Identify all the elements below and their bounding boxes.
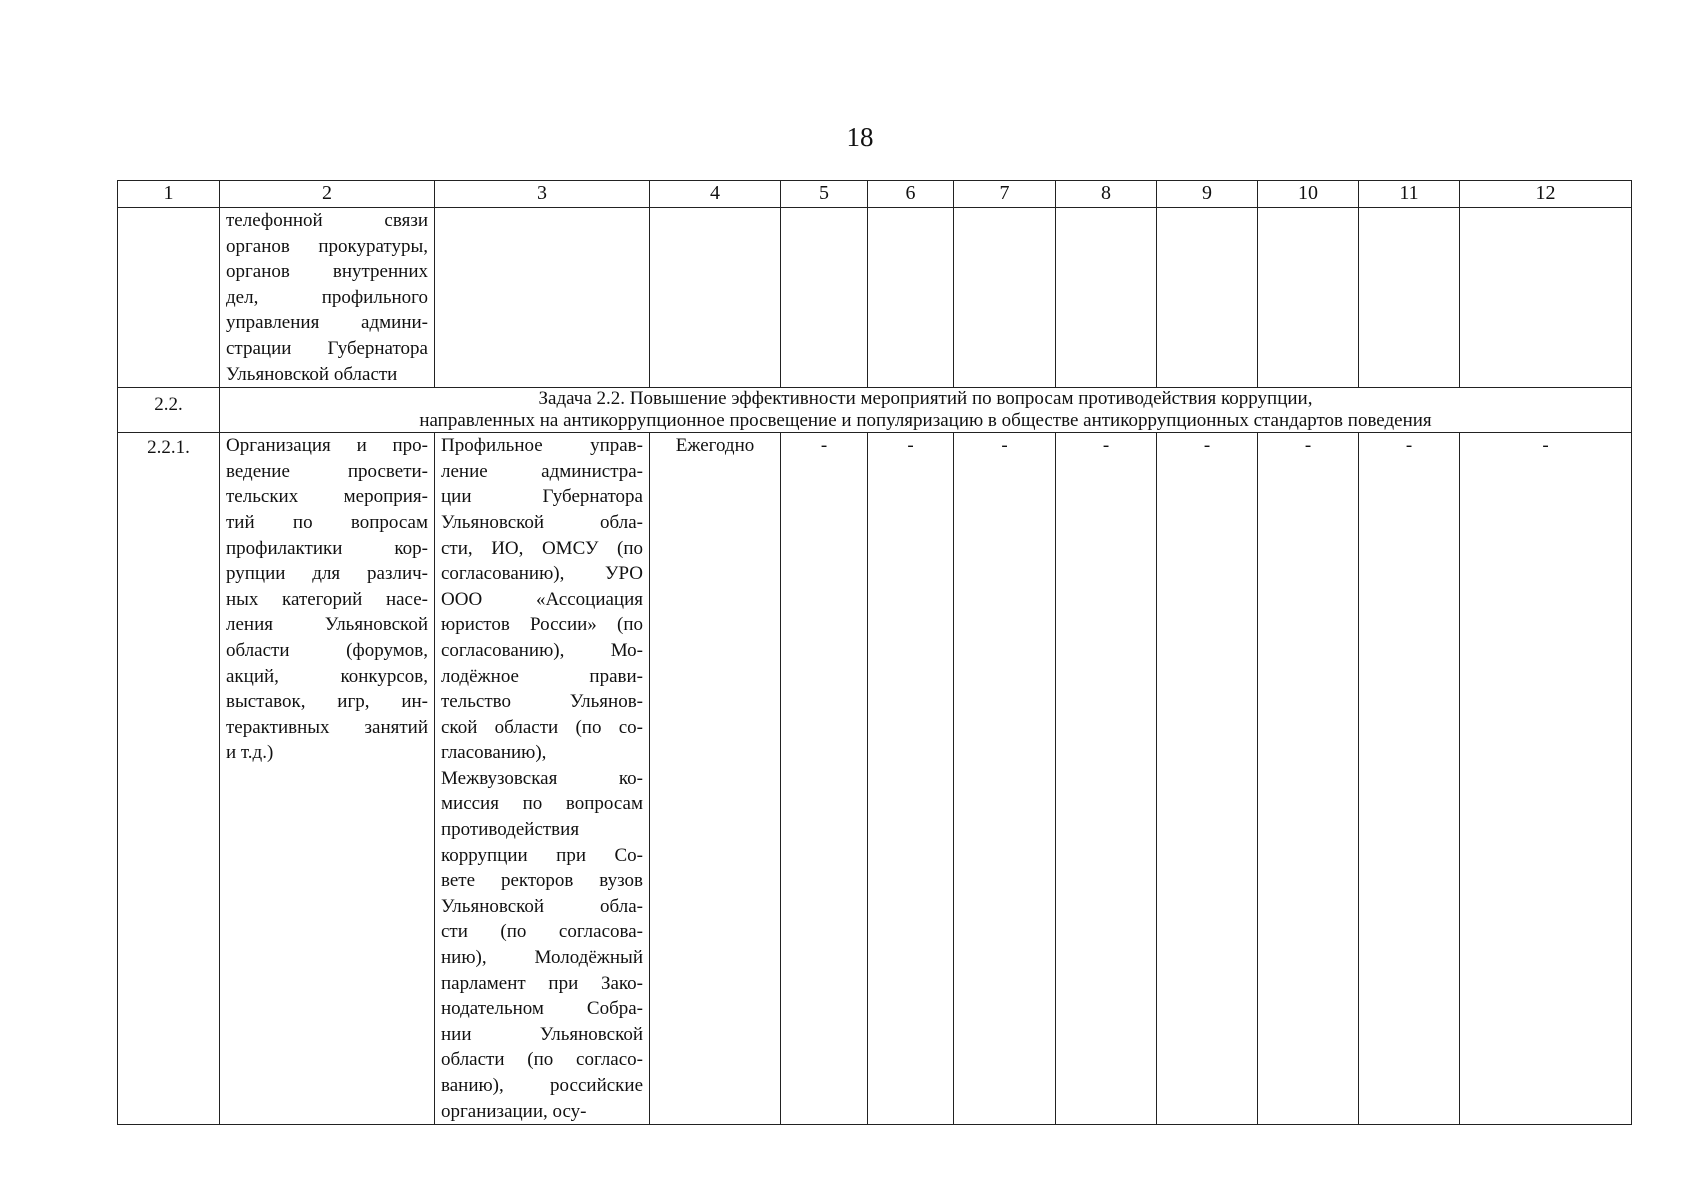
table-cell xyxy=(781,208,868,388)
column-header: 4 xyxy=(650,181,781,208)
column-header: 12 xyxy=(1460,181,1632,208)
text-line: согласованию), Мо- xyxy=(441,639,643,661)
event-name xyxy=(220,433,435,1125)
text-line: Ульяновской обла- xyxy=(441,511,643,533)
text-line: органов прокуратуры, xyxy=(226,235,428,257)
table-cell xyxy=(868,208,954,388)
text-line: Профильное управ- xyxy=(441,435,643,457)
column-header: 10 xyxy=(1258,181,1359,208)
continuation-row xyxy=(118,208,1632,388)
text-line: юристов России» (по xyxy=(441,614,643,636)
text-line: сти (по согласова- xyxy=(441,921,643,943)
text-line: ных категорий насе- xyxy=(226,588,428,610)
event-number: 2.2.1. xyxy=(118,433,220,1125)
table-cell xyxy=(1359,208,1460,388)
text-line: акций, конкурсов, xyxy=(226,665,428,687)
text-line: управления админи- xyxy=(226,312,428,334)
text-line: ванию), российские xyxy=(441,1075,643,1096)
table-cell xyxy=(650,208,781,388)
text-line: Организация и про- xyxy=(226,435,428,457)
page-number: 18 xyxy=(846,122,874,152)
text-line: согласованию), УРО xyxy=(441,563,643,585)
column-header: 6 xyxy=(868,181,954,208)
text-line: тельство Ульянов- xyxy=(441,691,643,713)
text-line: гласованию), xyxy=(441,742,547,764)
text-line: направленных на антикоррупционное просвещение и популяризацию в обществе антикоррупционных стандартов поведения xyxy=(419,410,1432,432)
text-line: ление администра- xyxy=(441,460,643,482)
value-cell: - xyxy=(781,433,868,1125)
text-line: ООО «Ассоциация xyxy=(441,588,643,610)
value-cell: - xyxy=(1460,433,1632,1125)
task-row xyxy=(118,388,1632,433)
text-line: выставок, игр, ин- xyxy=(226,691,428,713)
column-header: 2 xyxy=(220,181,435,208)
text-line: миссия по вопросам xyxy=(441,793,643,815)
text-line: терактивных занятий xyxy=(226,716,428,738)
text-line: ведение просвети- xyxy=(226,460,428,482)
column-header: 1 xyxy=(118,181,220,208)
text-line: области (форумов, xyxy=(226,639,428,661)
value-cell: - xyxy=(868,433,954,1125)
text-line: коррупции при Со- xyxy=(441,844,643,866)
text-line: Ульяновской обла- xyxy=(441,895,643,917)
text-line: дел, профильного xyxy=(226,286,428,308)
text-line: тий по вопросам xyxy=(226,511,428,533)
text-line: органов внутренних xyxy=(226,261,428,283)
column-header: 11 xyxy=(1359,181,1460,208)
text-line: ления Ульяновской xyxy=(226,614,428,636)
text-line: области (по согласо- xyxy=(441,1049,643,1071)
text-line: ции Губернатора xyxy=(441,486,643,508)
text-line: тельских мероприя- xyxy=(226,486,428,508)
column-number-row xyxy=(118,181,1632,208)
text-line: нии Ульяновской xyxy=(441,1023,643,1045)
table-cell xyxy=(1157,208,1258,388)
value-cell: - xyxy=(1359,433,1460,1125)
text-line: нодательном Собра- xyxy=(441,998,643,1020)
table-cell xyxy=(1460,208,1632,388)
plan-table xyxy=(117,180,1632,1125)
text-line: сти, ИО, ОМСУ (по xyxy=(441,537,643,559)
text-line: рупции для различ- xyxy=(226,563,428,585)
table-cell xyxy=(1056,208,1157,388)
text-line: парламент при Зако- xyxy=(441,972,643,994)
text-line: ской области (по со- xyxy=(441,716,643,738)
table-cell xyxy=(435,208,650,388)
continued-event-name xyxy=(220,208,435,388)
table-cell xyxy=(954,208,1056,388)
text-line: страции Губернатора xyxy=(226,337,428,359)
text-line: Задача 2.2. Повышение эффективности мероприятий по вопросам противодействия коррупции, xyxy=(538,388,1313,410)
table-cell xyxy=(1258,208,1359,388)
text-line: Ульяновской области xyxy=(226,363,398,385)
column-header: 8 xyxy=(1056,181,1157,208)
task-title xyxy=(220,388,1632,433)
text-line: нию), Молодёжный xyxy=(441,947,643,969)
text-line: организации, осу- xyxy=(441,1100,587,1122)
column-header: 3 xyxy=(435,181,650,208)
value-cell: - xyxy=(1157,433,1258,1125)
event-executors xyxy=(435,433,650,1125)
table-cell xyxy=(118,208,220,388)
text-line: противодействия xyxy=(441,819,580,841)
value-cell: - xyxy=(954,433,1056,1125)
value-cell: - xyxy=(1258,433,1359,1125)
value-cell: - xyxy=(1056,433,1157,1125)
text-line: Межвузовская ко- xyxy=(441,767,643,789)
column-header: 7 xyxy=(954,181,1056,208)
text-line: и т.д.) xyxy=(226,742,274,764)
task-number: 2.2. xyxy=(118,388,220,433)
text-line: телефонной связи xyxy=(226,210,428,231)
event-term: Ежегодно xyxy=(650,433,781,1125)
event-row xyxy=(118,433,1632,1125)
column-header: 9 xyxy=(1157,181,1258,208)
text-line: лодёжное прави- xyxy=(441,665,643,687)
column-header: 5 xyxy=(781,181,868,208)
text-line: вете ректоров вузов xyxy=(441,870,643,892)
text-line: профилактики кор- xyxy=(226,537,428,559)
